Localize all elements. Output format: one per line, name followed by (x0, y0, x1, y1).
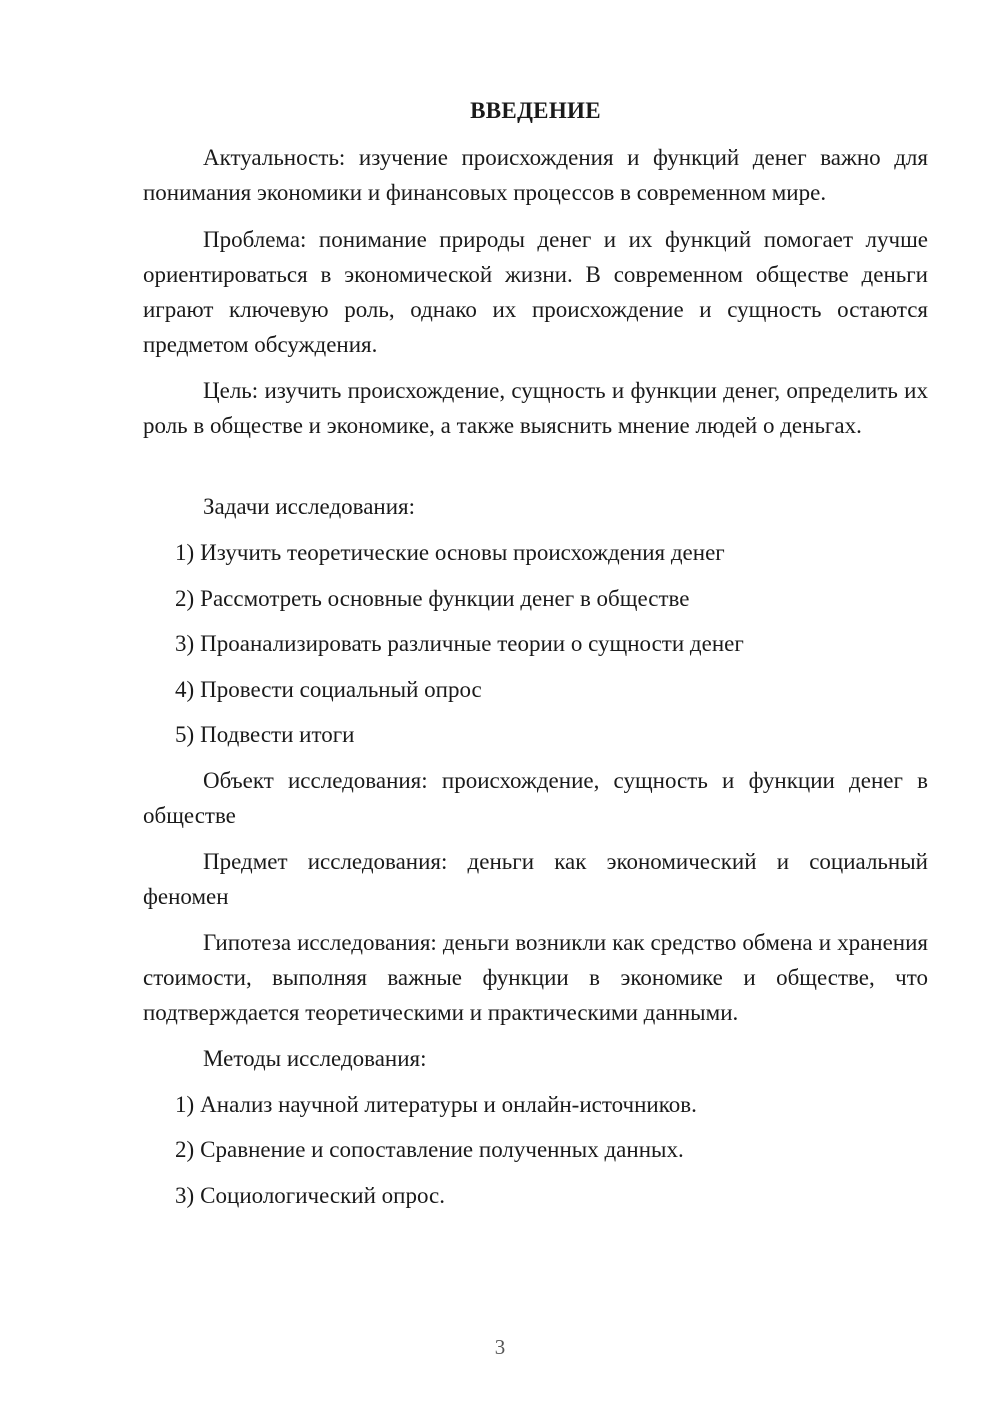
list-item-text: Социологический опрос. (200, 1183, 445, 1208)
list-item-text: Сравнение и сопоставление полученных данных. (200, 1137, 684, 1162)
list-item-number: 2) (175, 1137, 195, 1162)
list-item (175, 1087, 928, 1122)
tasks-heading: Задачи исследования: (203, 494, 416, 519)
list-item-text: Изучить теоретические основы происхождения денег (200, 540, 725, 565)
list-item-number: 2) (175, 586, 195, 611)
list-item-number: 5) (175, 722, 195, 747)
list-item-number: 1) (175, 540, 195, 565)
paragraph-problem: Проблема: понимание природы денег и их функций помогает лучше ориентироваться в экономической жизни. В современном обществе деньги играют ключевую роль, однако их происхождение и сущность остаются предметом обсуждения. (143, 227, 928, 357)
document-page (143, 0, 928, 1414)
list-item-text: Провести социальный опрос (200, 677, 482, 702)
list-item-text: Рассмотреть основные функции денег в обществе (200, 586, 690, 611)
paragraph-relevance: Актуальность: изучение происхождения и функций денег важно для понимания экономики и финансовых процессов в современном мире. (143, 145, 928, 205)
list-item-number: 3) (175, 631, 195, 656)
list-item-text: Проанализировать различные теории о сущности денег (200, 631, 744, 656)
list-item-number: 4) (175, 677, 195, 702)
list-item (175, 1132, 928, 1167)
list-item (175, 626, 928, 661)
list-item (175, 535, 928, 570)
paragraph-goal: Цель: изучить происхождение, сущность и функции денег, определить их роль в обществе и экономике, а также выяснить мнение людей о деньгах. (143, 378, 928, 438)
paragraph-object: Объект исследования: происхождение, сущность и функции денег в обществе (143, 768, 928, 828)
paragraph-hypothesis: Гипотеза исследования: деньги возникли как средство обмена и хранения стоимости, выполняя важные функции в экономике и обществе, что подтверждается теоретическими и практическими данными. (143, 930, 928, 1025)
paragraph-subject: Предмет исследования: деньги как экономический и социальный феномен (143, 849, 928, 909)
list-item (175, 672, 928, 707)
methods-heading: Методы исследования: (203, 1046, 427, 1071)
list-item-text: Подвести итоги (200, 722, 355, 747)
page-number: 3 (494, 1335, 506, 1359)
list-item-number: 1) (175, 1092, 195, 1117)
list-item-number: 3) (175, 1183, 195, 1208)
list-item-text: Анализ научной литературы и онлайн-источников. (200, 1092, 697, 1117)
page-title: ВВЕДЕНИЕ (470, 98, 601, 123)
list-item (175, 581, 928, 616)
list-item (175, 1178, 928, 1213)
list-item (175, 717, 928, 752)
